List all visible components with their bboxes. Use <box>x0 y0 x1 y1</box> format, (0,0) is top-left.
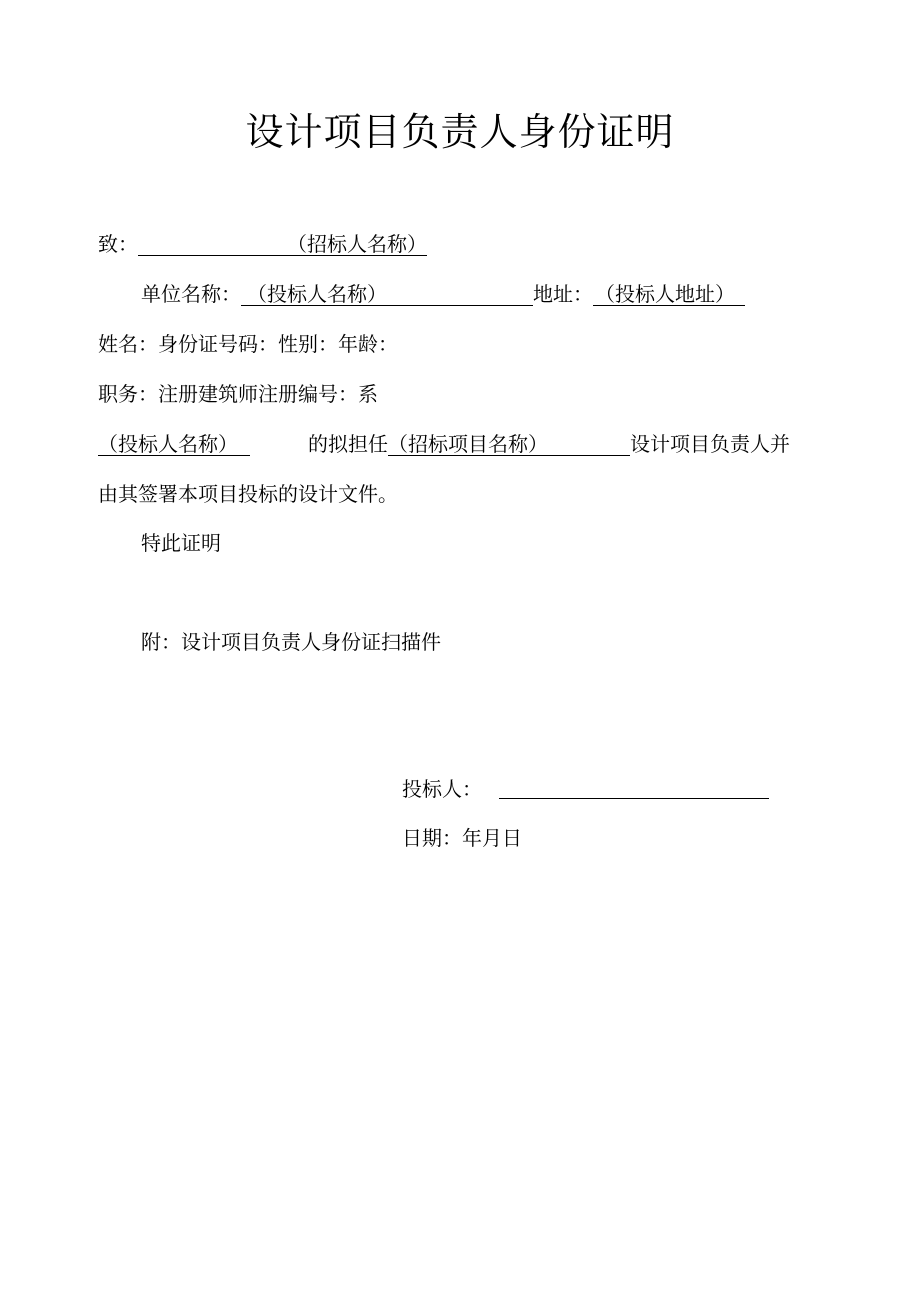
unit-line <box>141 281 745 307</box>
address-field[interactable] <box>593 281 745 306</box>
statement-project-field[interactable] <box>388 431 630 456</box>
certify-text: 特此证明 <box>141 531 221 555</box>
statement-project-placeholder: （招标项目名称） <box>388 432 548 456</box>
attachment-text: 附：设计项目负责人身份证扫描件 <box>141 630 441 654</box>
signature-date-line: 日期：年月日 <box>402 826 522 850</box>
statement-bidder-placeholder: （投标人名称） <box>98 432 238 456</box>
recipient-line <box>98 231 427 257</box>
recipient-field[interactable] <box>138 231 427 256</box>
statement-tail-text: 设计项目负责人并 <box>630 432 790 456</box>
recipient-placeholder: （招标人名称） <box>287 232 427 256</box>
address-placeholder: （投标人地址） <box>595 282 735 306</box>
recipient-label: 致： <box>98 232 138 256</box>
statement-bidder-field[interactable] <box>98 431 250 456</box>
signature-bidder-line <box>402 776 769 802</box>
address-label: 地址： <box>533 282 593 306</box>
personal-info-line: 姓名：身份证号码：性别：年龄： <box>98 332 398 356</box>
statement-line <box>98 431 790 457</box>
unit-name-label: 单位名称： <box>141 282 241 306</box>
signature-bidder-label: 投标人： <box>402 777 482 801</box>
signature-bidder-field[interactable] <box>499 776 769 799</box>
document-title: 设计项目负责人身份证明 <box>245 110 675 154</box>
statement-middle-text: 的拟担任 <box>308 432 388 456</box>
position-line: 职务：注册建筑师注册编号：系 <box>98 382 378 406</box>
statement-line-2: 由其签署本项目投标的设计文件。 <box>98 482 398 506</box>
unit-name-placeholder: （投标人名称） <box>247 282 387 306</box>
unit-name-field[interactable] <box>241 281 533 306</box>
